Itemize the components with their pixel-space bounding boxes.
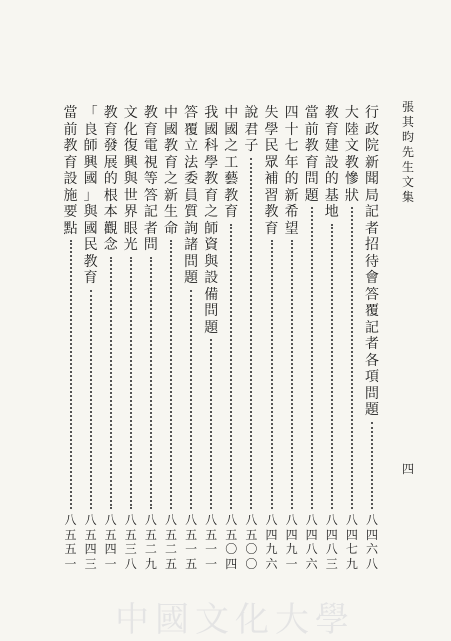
toc-entry-leader bbox=[150, 257, 152, 510]
toc-entry-leader bbox=[70, 240, 72, 509]
toc-entry-leader bbox=[331, 224, 333, 510]
toc-entry-leader bbox=[190, 290, 192, 510]
toc-entry-page: 八 四 九 六 bbox=[265, 513, 278, 571]
toc-entry-leader bbox=[311, 207, 313, 509]
running-head: 張 其 昀 先 生 文 集 bbox=[401, 100, 414, 204]
toc-entry-title: 大 陸 文 教 慘 狀 bbox=[344, 105, 359, 204]
toc-entry[interactable] bbox=[203, 95, 219, 589]
toc-entry-title: 答 覆 立 法 委 員 質 詢 諸 問 題 bbox=[184, 105, 199, 286]
toc-entry-leader bbox=[90, 290, 92, 510]
toc-entry-page: 八 五 五 一 bbox=[64, 513, 77, 571]
toc-entry-leader bbox=[170, 240, 172, 509]
toc-entry[interactable] bbox=[183, 95, 199, 589]
toc-entry-title: 說 君 子 bbox=[244, 105, 259, 154]
toc-entry[interactable] bbox=[123, 95, 139, 589]
toc-entry-leader bbox=[110, 257, 112, 510]
toc-entry-title: 四 十 七 年 的 新 希 望 bbox=[284, 105, 299, 237]
toc-entry-page: 八 五 一 一 bbox=[205, 513, 218, 571]
toc-entry-page: 八 五 〇 〇 bbox=[245, 513, 258, 571]
toc-entry-title: 「 良 師 興 國 」 與 國 民 教 育 bbox=[83, 105, 98, 286]
toc-entry-title: 教 育 電 視 等 答 記 者 問 bbox=[143, 105, 158, 253]
toc-entry-leader bbox=[291, 240, 293, 509]
watermark: 中國文化大學 bbox=[115, 600, 355, 640]
toc-entry[interactable] bbox=[284, 95, 300, 589]
toc-entry-title: 文 化 復 興 與 世 界 眼 光 bbox=[123, 105, 138, 253]
toc-entry-page: 八 四 七 九 bbox=[345, 513, 358, 571]
toc-entry-page: 八 四 八 六 bbox=[305, 513, 318, 571]
toc-entry[interactable] bbox=[344, 95, 360, 589]
toc-entry-title: 中 國 教 育 之 新 生 命 bbox=[164, 105, 178, 237]
toc-entry-page: 八 四 六 八 bbox=[365, 513, 378, 571]
toc-entry-title: 當 前 教 育 設 施 要 點 bbox=[63, 105, 78, 237]
toc-entry-page: 八 四 八 三 bbox=[325, 513, 338, 571]
toc-entry-leader bbox=[250, 158, 252, 510]
toc-entry-page: 八 五 四 一 bbox=[104, 513, 117, 571]
toc-entry-page: 八 五 二 九 bbox=[144, 513, 157, 571]
toc-entry-leader bbox=[371, 422, 373, 510]
toc-entry-leader bbox=[210, 339, 212, 509]
toc-entry[interactable] bbox=[304, 95, 320, 589]
toc-entry[interactable] bbox=[243, 95, 259, 589]
toc-entry-title: 行 政 院 新 聞 局 記 者 招 待 會 答 覆 記 者 各 項 問 題 bbox=[365, 105, 379, 418]
toc-entry-page: 八 五 一 五 bbox=[185, 513, 198, 571]
toc-entry-leader bbox=[130, 257, 132, 510]
toc-entry[interactable] bbox=[324, 95, 340, 589]
toc-entry-leader bbox=[351, 207, 353, 509]
toc-entry[interactable] bbox=[83, 95, 99, 589]
toc-entry-title: 中 國 之 工 藝 教 育 bbox=[224, 105, 239, 220]
toc-entry[interactable] bbox=[63, 95, 79, 589]
toc-entry-title: 失 學 民 眾 補 習 教 育 bbox=[264, 105, 279, 237]
toc-entry-title: 教 育 建 設 的 基 地 bbox=[324, 105, 339, 220]
toc-entry-title: 當 前 教 育 問 題 bbox=[304, 105, 319, 204]
page-number: 四 bbox=[401, 462, 414, 476]
toc-entry[interactable] bbox=[264, 95, 280, 589]
toc-entry-page: 八 五 四 三 bbox=[84, 513, 97, 571]
toc-entry[interactable] bbox=[364, 95, 380, 589]
toc-entry[interactable] bbox=[223, 95, 239, 589]
toc-entry-page: 八 五 三 八 bbox=[124, 513, 137, 571]
toc-entry-leader bbox=[271, 240, 273, 509]
toc-entry[interactable] bbox=[103, 95, 119, 589]
toc-entry-page: 八 五 〇 四 bbox=[225, 513, 238, 571]
toc-entry-page: 八 四 九 一 bbox=[285, 513, 298, 571]
toc-entry-title: 我 國 科 學 教 育 之 師 資 與 設 備 問 題 bbox=[204, 105, 219, 336]
toc-entry-leader bbox=[230, 224, 232, 510]
toc-entry[interactable] bbox=[163, 95, 179, 589]
toc-entry-page: 八 五 二 五 bbox=[164, 513, 177, 571]
toc-entry[interactable] bbox=[143, 95, 159, 589]
toc-entry-title: 教 育 發 展 的 根 本 觀 念 bbox=[103, 105, 118, 253]
